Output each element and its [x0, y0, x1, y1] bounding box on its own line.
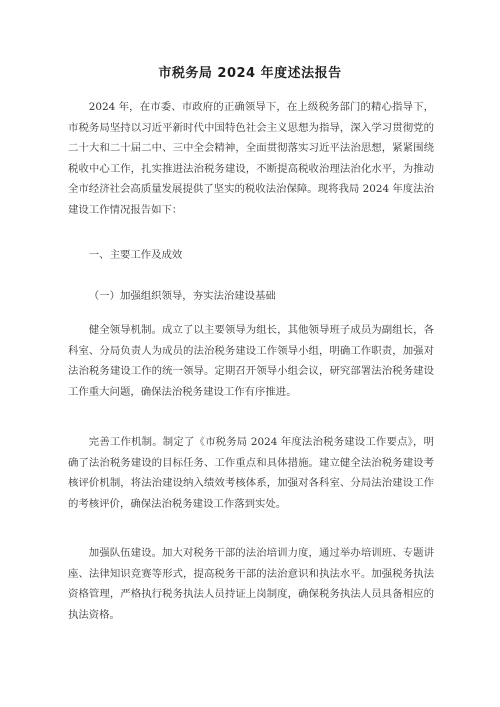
document-title: 市税务局 2024 年度述法报告 — [158, 66, 342, 81]
section-heading: 一、主要工作及成效 — [88, 249, 183, 261]
body-paragraph-mechanism: 完善工作机制。制定了《市税务局 2024 年度法治税务建设工作要点》，明确了法治税务建设的目标任务、工作重点和具体措施。建立健全法治税务建设考核评价机制，将法治建设纳入绩效考核体系，加强对各科室、分局法治建设工作的考核评价，确保法治税务建设工作落到实处。 — [68, 436, 434, 510]
intro-paragraph: 2024 年，在市委、市政府的正确领导下，在上级税务部门的精心指导下，市税务局坚持以习近平新时代中国特色社会主义思想为指导，深入学习贯彻党的二十大和二十届二中、三中全会精神，全面贯彻落实习近平法治思想，紧紧围绕税收中心工作，扎实推进法治税务建设，不断提高税收治理法治化水平，为推动全市经济社会高质量发展提供了坚实的税收法治保障。现将我局 2024 年度法治建设工作情况报告如下： — [68, 101, 434, 216]
body-paragraph-leadership: 健全领导机制。成立了以主要领导为组长，其他领导班子成员为副组长，各科室、分局负责人为成员的法治税务建设工作领导小组，明确工作职责，加强对法治税务建设工作的统一领导。定期召开领导小组会议，研究部署法治税务建设工作重大问题，确保法治税务建设工作有序推进。 — [68, 324, 434, 398]
body-paragraph-team: 加强队伍建设。加大对税务干部的法治培训力度，通过举办培训班、专题讲座、法律知识竞赛等形式，提高税务干部的法治意识和执法水平。加强税务执法资格管理，严格执行税务执法人员持证上岗制度，确保税务执法人员具备相应的执法资格。 — [68, 547, 434, 621]
subsection-heading: （一）加强组织领导，夯实法治建设基础 — [88, 290, 276, 302]
